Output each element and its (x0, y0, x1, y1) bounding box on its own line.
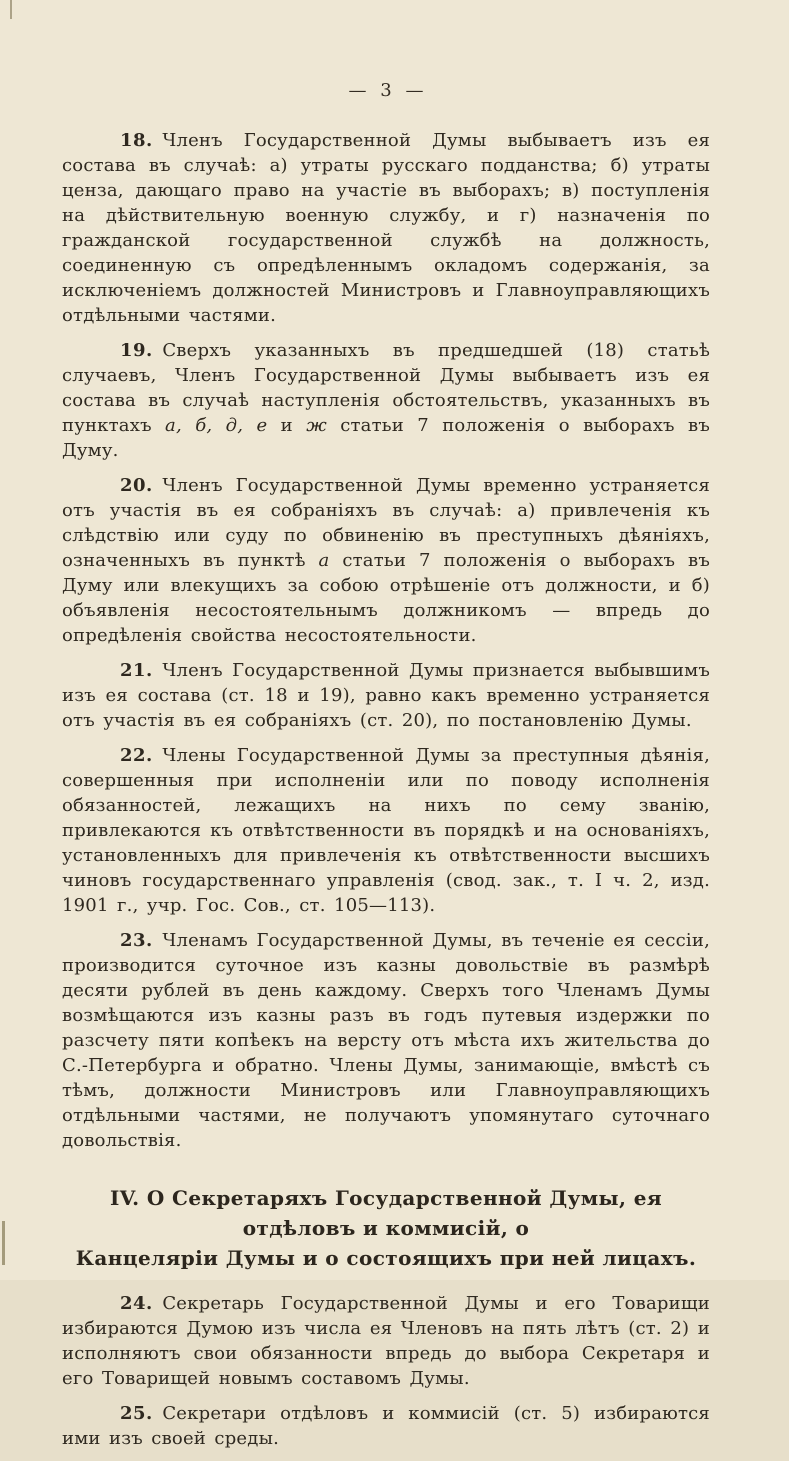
article-text: статьи 7 положенія о выборахъ въ Думу или влекущихъ за собою отрѣшеніе отъ должности, и б) объявленія несостоятельнымъ должникомъ — впредь до опредѣленія свойства несостоятельности. (62, 550, 710, 646)
scan-artifact-top (10, 0, 12, 19)
article-text: Члены Государственной Думы за преступныя дѣянія, совершенныя при исполненіи или по поводу исполненія обязанностей, лежащихъ на нихъ по сему званію, привлекаются къ отвѣтственности въ порядкѣ и на основаніяхъ, установленныхъ для привлеченія къ отвѣтственности высшихъ чиновъ государственнаго управленія (свод. зак., т. I ч. 2, изд. 1901 г., учр. Гос. Сов., ст. 105—113). (62, 745, 710, 916)
article-25 (62, 1401, 710, 1451)
scan-artifact-left-edge (2, 1221, 5, 1265)
article-number: 23. (120, 930, 163, 951)
article-number: 24. (120, 1293, 163, 1314)
point-letter-italic: а, б, д, е (165, 415, 268, 436)
article-text: Членъ Государственной Думы признается выбывшимъ изъ ея состава (ст. 18 и 19), равно какъ временно устраняется отъ участія въ ея собраніяхъ (ст. 20), по постановленію Думы. (62, 660, 710, 731)
article-number: 19. (120, 340, 163, 361)
section-heading-line: Канцеляріи Думы и о состоящихъ при ней лицахъ. (75, 1246, 697, 1270)
article-text: Сверхъ указанныхъ въ предшедшей (18) статьѣ случаевъ, Членъ Государственной Думы выбываетъ изъ ея состава въ случаѣ наступленія обстоятельствъ, указанныхъ въ пунктахъ (62, 340, 710, 436)
article-number: 21. (120, 660, 163, 681)
article-21 (62, 658, 710, 733)
article-number: 25. (120, 1403, 163, 1424)
article-text: Членъ Государственной Думы выбываетъ изъ ея состава въ случаѣ: а) утраты русскаго подданства; б) утраты ценза, дающаго право на участіе въ выборахъ; в) поступленія на дѣйствительную военную службу, и г) назначенія по гражданской государственной службѣ на должность, соединенную съ опредѣленнымъ окладомъ содержанія, за исключеніемъ должностей Министровъ и Главноуправляющихъ отдѣльными частями. (62, 130, 710, 326)
article-24 (62, 1291, 710, 1391)
article-text: Членъ Государственной Думы временно устраняется отъ участія въ ея собраніяхъ въ случаѣ: а) привлеченія къ слѣдствію или суду по обвиненію въ преступныхъ дѣяніяхъ, означенныхъ въ пунктѣ (62, 475, 710, 571)
article-text: Секретари отдѣловъ и коммисій (ст. 5) избираются ими изъ своей среды. (62, 1403, 710, 1449)
article-number: 22. (120, 745, 163, 766)
article-text: Секретарь Государственной Думы и его Товарищи избираются Думою изъ числа ея Членовъ на пять лѣтъ (ст. 2) и исполняютъ свои обязанности впредь до выбора Секретаря и его Товарищей новымъ составомъ Думы. (62, 1293, 710, 1389)
article-18 (62, 128, 710, 328)
section-heading-line: IV. О Секретаряхъ Государственной Думы, ея отдѣловъ и коммисій, о (109, 1186, 663, 1240)
article-text: и (267, 415, 307, 436)
article-number: 18. (120, 130, 163, 151)
article-20 (62, 473, 710, 648)
point-letter-italic: ж (306, 415, 327, 436)
article-text: Членамъ Государственной Думы, въ теченіе ея сессіи, производится суточное изъ казны довольствіе въ размѣрѣ десяти рублей въ день каждому. Сверхъ того Членамъ Думы возмѣщаются изъ казны разъ въ годъ путевыя издержки по разсчету пяти копѣекъ на версту отъ мѣста ихъ жительства до С.-Петербурга и обратно. Члены Думы, занимающіе, вмѣстѣ съ тѣмъ, должности Министровъ или Главноуправляющихъ отдѣльными частями, не получаютъ упомянутаго суточнаго довольствія. (62, 930, 710, 1151)
document-body (62, 128, 710, 1451)
article-text: статьи 7 положенія о выборахъ въ Думу. (62, 415, 711, 461)
point-letter-italic: а (318, 550, 330, 571)
article-23 (62, 928, 710, 1153)
article-19 (62, 338, 710, 463)
article-22 (62, 743, 710, 918)
article-number: 20. (120, 475, 163, 496)
page-number: — 3 — (348, 80, 424, 101)
section-heading (62, 1183, 710, 1273)
text-block (62, 0, 710, 1461)
